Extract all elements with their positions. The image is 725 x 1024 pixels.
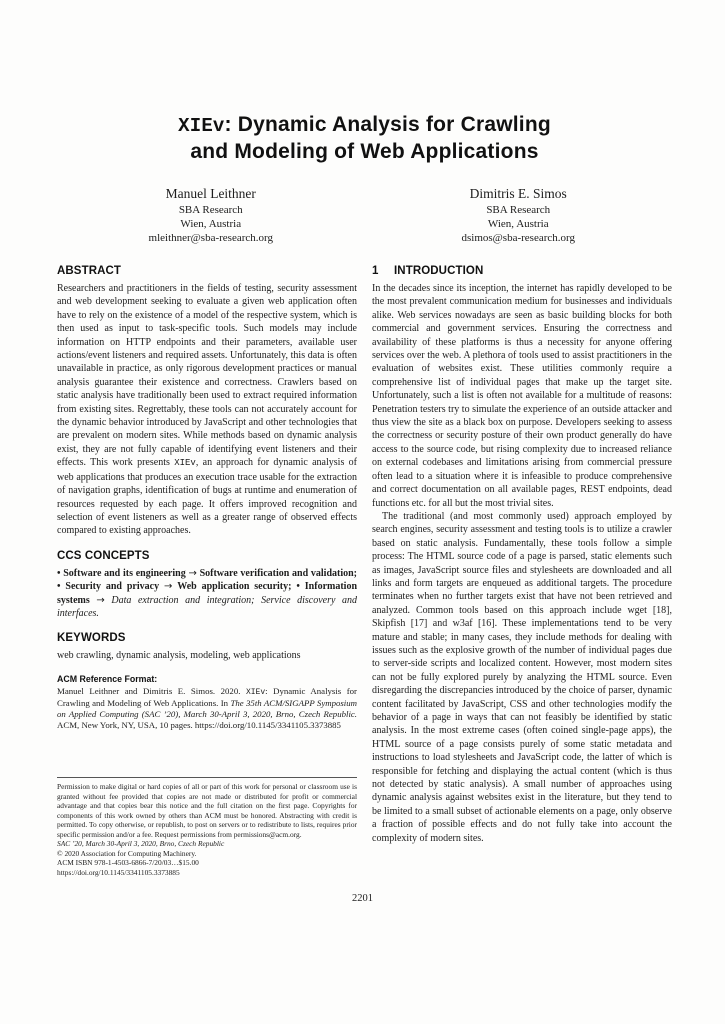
keywords-text: web crawling, dynamic analysis, modeling, web applications xyxy=(57,650,301,662)
acm-ref-part-2: : Dynamic Analysis for Crawling and Modeling of Web Applications. In xyxy=(57,685,357,708)
introduction-paragraph-2: The traditional (and most commonly used) approach employed by search engines, security assessment and testing tools is to utilize a crawler based on static analysis. Fundamentally, these tools follow a simple process: The HTML source code of a page is parsed, static elements such as images, JavaScript source files and stylesheets are downloaded and all links and form targets are enqueued as additional targets. The procedure terminates when no further targets exist that have not been retrieved and analyzed. Common tools based on this approach include wget [18], Skipfish [17] and w3af [16]. These implementations tend to be very mature and stable; in many cases, they include methods for dealing with issues such as the explosive growth of the number of individual pages due to server-side scripts and localized content. However, most modern sites can not be fully explored purely by analyzing the HTML source. Even disregarding the discrepancies introduced by the choice of parser, dynamic content facilitated by JavaScript, CSS and other technologies modify the behavior of a page in ways that can not feasibly be identified by static analysis. In the most extreme cases (often coined single-page apps), the HTML source of a page consists purely of some static metadata and instructions to load stylesheets and JavaScript code, the latter of which is responsible for fetching and displaying the actual content (which is thus not detected by static analysis). A small number of approaches using dynamic analysis against websites exist in the literature, but they tend to be limited to a small subset of actionable elements on a page, only observe a fraction of possible effects and do not fully take into account the complexity of modern sites. xyxy=(372,510,672,844)
ccs-category-2: • Security and privacy xyxy=(57,581,160,593)
ccs-category-1: • Software and its engineering xyxy=(57,567,186,579)
introduction-heading xyxy=(372,265,672,277)
authors-row xyxy=(57,185,672,245)
right-column xyxy=(372,264,672,877)
introduction-heading-label: INTRODUCTION xyxy=(394,265,484,277)
ccs-category-3: • Information systems xyxy=(57,581,358,606)
ccs-concepts-text xyxy=(57,567,357,621)
introduction-section-number: 1 xyxy=(372,265,379,277)
system-name-abstract: XIEv xyxy=(174,458,196,469)
author-1-location: Wien, Austria xyxy=(180,218,242,230)
acm-ref-venue: The 35th ACM/SIGAPP Symposium on Applied Computing (SAC ’20), March 30-April 3, 2020, Brno, Czech Republic. xyxy=(57,697,357,719)
author-2-name: Dimitris E. Simos xyxy=(469,186,567,201)
introduction-paragraph-1: In the decades since its inception, the internet has rapidly developed to be the most prevalent communication medium for businesses and individuals alike. Web services nowadays are seen as basic building blocks for both commercial and government services. Ensuring the correctness and availability of these platforms is thus a necessity for anyone offering services over the web. A plethora of tools used to assist practitioners in the evaluation of websites exist. These utilities commonly require a comprehensive list of individual pages that make up the target site. Unfortunately, such a list is often not available for a multitude of reasons: Penetration testers try to simulate the experience of an outside attacker and thus view the site as a black box on purpose. Developers seeking to assess the correctness or security posture of their own product generally do have access to the source code, but rising complexity due to increased reliance on external codebases and limitations arising from commercial pressure often lead to a situation where it is infeasible to produce comprehensive and correct documentation on all available pages, REST endpoints, dead functions etc. for all but the most trivial sites. xyxy=(372,283,672,509)
acm-ref-part-3: ACM, New York, NY, USA, 10 pages. https://doi.org/10.1145/3341105.3373885 xyxy=(57,719,341,730)
author-1-email: mleithner@sba-research.org xyxy=(148,232,273,244)
footnote-block xyxy=(57,777,357,877)
abstract-text-before: Researchers and practitioners in the fields of testing, security assessment and web development seeking to evaluate a given web application often have to rely on the existence of a model of the respective system, which is then used as input to task-specific tools. Such models may include information on HTTP endpoints and their parameters, available user actions/event listeners and required assets. Unfortunately, this data is often unavailable in practice, as only rigorous development practices or manual analysis guarantee their existence and correctness. Crawlers based on static analysis have traditionally been used to extract required information from existing sites. Regrettably, these tools can not accurately account for the dynamic behavior introduced by JavaScript and other technologies that are prevalent on modern sites. While methods based on dynamic analysis exist, they are not fully capable of identifying event listeners and their effects. This work presents xyxy=(57,283,357,469)
abstract-heading: ABSTRACT xyxy=(57,265,122,277)
author-1-name: Manuel Leithner xyxy=(165,186,256,201)
ccs-concept-2: Web application security; xyxy=(177,581,292,593)
ccs-arrow-2: → xyxy=(163,581,173,593)
title-block xyxy=(57,112,672,245)
keywords-heading: KEYWORDS xyxy=(57,632,126,645)
ccs-concept-3: Data extraction and integration; Service discovery and interfaces. xyxy=(57,594,358,619)
ccs-heading: CCS CONCEPTS xyxy=(57,549,150,562)
footnote-venue: SAC ’20, March 30-April 3, 2020, Brno, Czech Republic xyxy=(57,839,225,848)
title-line-1-rest: : Dynamic Analysis for Crawling xyxy=(224,113,551,136)
footnote-isbn: ACM ISBN 978-1-4503-6866-7/20/03…$15.00 xyxy=(57,858,199,867)
ccs-arrow-3: → xyxy=(96,594,105,606)
title-line-2: and Modeling of Web Applications xyxy=(190,140,539,163)
footnote-doi: https://doi.org/10.1145/3341105.3373885 xyxy=(57,867,180,877)
acm-reference-text xyxy=(57,686,357,731)
author-block-1 xyxy=(57,185,365,245)
acm-ref-part-1: Manuel Leithner and Dimitris E. Simos. 2020. xyxy=(57,685,246,696)
author-2-affiliation: SBA Research xyxy=(486,204,551,216)
left-column xyxy=(57,264,357,877)
ccs-concept-1: Software verification and validation; xyxy=(199,567,358,579)
permission-text: Permission to make digital or hard copies of all or part of this work for personal or classroom use is granted without fee provided that copies are not made or distributed for profit or commercial advantage and that copies bear this notice and the full citation on the first page. Copyrights for components of this work owned by others than ACM must be honored. Abstracting with credit is permitted. To copy otherwise, or republish, to post on servers or to redistribute to lists, requires prior specific permission and/or a fee. Request permissions from permissions@acm.org. xyxy=(57,782,357,839)
paper-title xyxy=(57,112,672,165)
abstract-text-after: , an approach for dynamic analysis of web applications that produces an execution trace usable for the extraction of navigation graphs, identification of bugs at runtime and enumeration of resources requested by each page. It offers improved recognition and selection of event listeners as well as a greater range of observed effects compared to existing approaches. xyxy=(57,457,357,537)
author-1-affiliation: SBA Research xyxy=(178,204,243,216)
author-2-email: dsimos@sba-research.org xyxy=(461,232,575,244)
author-2-location: Wien, Austria xyxy=(487,218,549,230)
system-name-title: XIEv xyxy=(178,115,225,137)
title-line-1 xyxy=(57,112,672,139)
ccs-arrow-1: → xyxy=(188,567,197,579)
system-name-reference: XIEv xyxy=(245,687,266,697)
footnote-copyright: © 2020 Association for Computing Machinery. xyxy=(57,848,197,858)
two-column-body xyxy=(57,264,672,877)
author-block-2 xyxy=(365,185,673,245)
acm-reference-heading: ACM Reference Format: xyxy=(57,673,158,684)
page-number: 2201 xyxy=(352,893,373,904)
abstract-text xyxy=(57,282,357,538)
